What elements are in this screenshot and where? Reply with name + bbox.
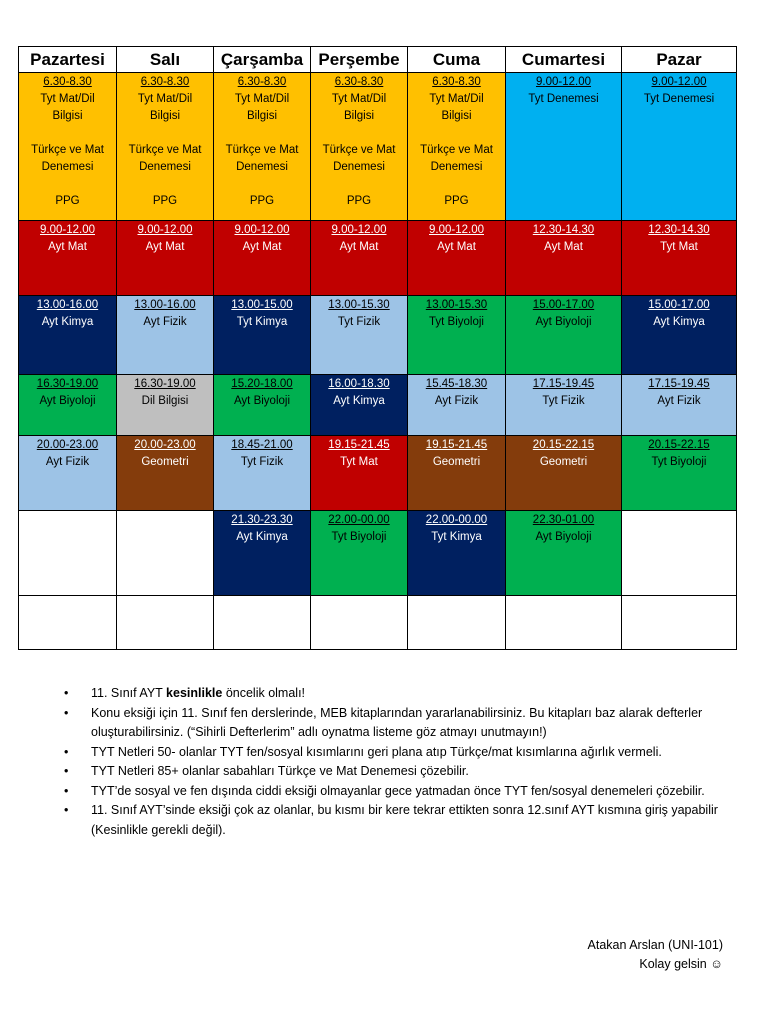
slot-time: 6.30-8.30 xyxy=(432,76,481,88)
schedule-cell xyxy=(214,511,311,596)
slot-time: 17.15-19.45 xyxy=(532,378,595,390)
slot-subject: Tyt Mat/Dil Bilgisi xyxy=(234,93,290,122)
schedule-cell xyxy=(622,596,737,650)
signature-block xyxy=(588,936,723,974)
slot-extra: Türkçe ve Mat Denemesi xyxy=(31,144,104,173)
note-text: 11. Sınıf AYT’sinde eksiği çok az olanlar, bu kısmı bir kere tekrar ettikten sonra 12.sınıf AYT kısmına giriş yapabilir (Kesinlikle gerekli değil). xyxy=(91,803,718,837)
slot-time: 9.00-12.00 xyxy=(536,76,591,88)
slot-time: 12.30-14.30 xyxy=(532,224,595,236)
slot-time: 12.30-14.30 xyxy=(648,224,710,236)
schedule-cell xyxy=(117,296,214,375)
slot-subject: Ayt Mat xyxy=(339,241,379,253)
slot-time: 15.00-17.00 xyxy=(532,299,595,311)
schedule-cell xyxy=(117,436,214,511)
slot-time: 6.30-8.30 xyxy=(43,76,92,88)
schedule-cell xyxy=(622,436,737,511)
slot-subject: Geometri xyxy=(539,456,588,468)
slot-subject: Ayt Kimya xyxy=(333,395,385,407)
slot-subject: Ayt Mat xyxy=(242,241,282,253)
slot-time: 9.00-12.00 xyxy=(234,224,290,236)
slot-subject: Tyt Mat xyxy=(660,241,698,253)
bullet-icon: • xyxy=(64,783,69,798)
schedule-cell xyxy=(214,73,311,221)
slot-time: 13.00-15.30 xyxy=(328,299,390,311)
slot-subject: Tyt Biyoloji xyxy=(651,456,707,468)
slot-subject: Ayt Biyoloji xyxy=(39,395,96,407)
slot-subject: Tyt Fizik xyxy=(337,316,381,328)
weekly-schedule-table xyxy=(18,46,737,650)
schedule-cell xyxy=(311,375,408,436)
schedule-row xyxy=(19,375,737,436)
schedule-cell xyxy=(117,375,214,436)
day-header-friday: Cuma xyxy=(408,47,506,73)
slot-time: 9.00-12.00 xyxy=(137,224,193,236)
schedule-cell xyxy=(408,296,506,375)
schedule-cell xyxy=(622,375,737,436)
slot-time: 21.30-23.30 xyxy=(231,514,293,526)
slot-subject: Ayt Biyoloji xyxy=(535,316,592,328)
schedule-cell xyxy=(214,436,311,511)
slot-subject: Tyt Denemesi xyxy=(528,93,599,105)
slot-subject: Ayt Biyoloji xyxy=(535,531,592,543)
schedule-cell xyxy=(117,511,214,596)
slot-time: 20.00-23.00 xyxy=(36,439,99,451)
slot-subject: Geometri xyxy=(432,456,481,468)
slot-time: 22.00-00.00 xyxy=(328,514,390,526)
schedule-cell xyxy=(506,296,622,375)
schedule-cell xyxy=(214,375,311,436)
slot-subject: Tyt Mat/Dil Bilgisi xyxy=(429,93,484,122)
slot-time: 15.45-18.30 xyxy=(425,378,488,390)
schedule-cell xyxy=(214,221,311,296)
schedule-cell xyxy=(622,296,737,375)
bullet-icon: • xyxy=(64,686,69,700)
day-header-wednesday: Çarşamba xyxy=(214,47,311,73)
schedule-cell xyxy=(622,221,737,296)
slot-subject: Ayt Fizik xyxy=(143,316,187,328)
slot-subject: Tyt Fizik xyxy=(240,456,284,468)
schedule-cell xyxy=(19,436,117,511)
slot-time: 22.30-01.00 xyxy=(532,514,595,526)
note-item xyxy=(64,684,724,704)
slot-time: 20.15-22.15 xyxy=(532,439,595,451)
slot-subject: Ayt Kimya xyxy=(41,316,94,328)
note-item xyxy=(64,762,724,782)
note-text: TYT’de sosyal ve fen dışında ciddi eksiği olmayanlar gece yatmadan önce TYT fen/sosyal denemeleri çözebilir. xyxy=(91,783,705,798)
slot-extra: Türkçe ve Mat Denemesi xyxy=(322,144,396,173)
schedule-cell xyxy=(408,511,506,596)
slot-time: 6.30-8.30 xyxy=(237,76,287,88)
schedule-cell xyxy=(117,221,214,296)
note-emphasis: kesinlikle xyxy=(166,686,223,700)
slot-subject: Tyt Mat/Dil Bilgisi xyxy=(331,93,387,122)
slot-subject: Ayt Mat xyxy=(145,241,185,253)
schedule-cell xyxy=(622,511,737,596)
slot-subject: Ayt Biyoloji xyxy=(233,395,291,407)
slot-subject: Tyt Kimya xyxy=(236,316,288,328)
slot-subject: Tyt Fizik xyxy=(542,395,585,407)
schedule-cell xyxy=(408,73,506,221)
slot-subject: Tyt Biyoloji xyxy=(429,316,484,328)
slot-time: 9.00-12.00 xyxy=(40,224,95,236)
schedule-cell xyxy=(311,73,408,221)
slot-time: 22.00-00.00 xyxy=(425,514,488,526)
slot-time: 13.00-16.00 xyxy=(36,299,99,311)
schedule-cell xyxy=(408,375,506,436)
slot-subject: Ayt Mat xyxy=(437,241,476,253)
slot-subject: Tyt Kimya xyxy=(431,531,482,543)
schedule-cell xyxy=(506,221,622,296)
slot-subject: Geometri xyxy=(141,456,189,468)
schedule-cell xyxy=(311,221,408,296)
slot-time: 16.30-19.00 xyxy=(134,378,196,390)
slot-time: 9.00-12.00 xyxy=(331,224,387,236)
slot-extra2: PPG xyxy=(55,195,80,207)
slot-time: 20.00-23.00 xyxy=(134,439,196,451)
schedule-cell xyxy=(19,511,117,596)
schedule-cell xyxy=(506,73,622,221)
note-item xyxy=(64,801,724,840)
note-item xyxy=(64,782,724,802)
schedule-cell xyxy=(19,296,117,375)
schedule-row xyxy=(19,221,737,296)
farewell-text: Kolay gelsin ☺ xyxy=(639,957,723,971)
bullet-icon: • xyxy=(64,705,69,720)
schedule-cell xyxy=(19,73,117,221)
slot-time: 17.15-19.45 xyxy=(648,378,710,390)
schedule-cell xyxy=(19,221,117,296)
schedule-cell xyxy=(117,596,214,650)
slot-time: 18.45-21.00 xyxy=(231,439,293,451)
slot-subject: Dil Bilgisi xyxy=(141,395,189,407)
note-text: 11. Sınıf AYT xyxy=(91,686,167,700)
schedule-cell xyxy=(311,596,408,650)
day-header-monday: Pazartesi xyxy=(19,47,117,73)
note-text: Konu eksiği için 11. Sınıf fen derslerinde, MEB kitaplarından yararlanabilirsiniz. Bu kitapları baz alarak defterler oluşturabilirsiniz. (“Sihirli Defterlerim” adlı oynatma listeme göz atmayı unutmayın!) xyxy=(91,705,703,739)
slot-time: 13.00-15.00 xyxy=(231,299,293,311)
slot-time: 13.00-16.00 xyxy=(134,299,196,311)
schedule-cell xyxy=(506,596,622,650)
schedule-body xyxy=(19,73,737,650)
schedule-cell xyxy=(506,511,622,596)
slot-time: 13.00-15.30 xyxy=(425,299,488,311)
slot-time: 6.30-8.30 xyxy=(334,76,384,88)
schedule-cell xyxy=(506,375,622,436)
slot-subject: Tyt Mat/Dil Bilgisi xyxy=(137,93,193,122)
slot-extra: Türkçe ve Mat Denemesi xyxy=(420,144,493,173)
schedule-cell xyxy=(19,375,117,436)
note-text: TYT Netleri 85+ olanlar sabahları Türkçe ve Mat Denemesi çözebilir. xyxy=(91,764,469,778)
slot-subject: Tyt Biyoloji xyxy=(331,531,387,543)
slot-time: 9.00-12.00 xyxy=(651,76,707,88)
slot-time: 6.30-8.30 xyxy=(140,76,190,88)
slot-subject: Tyt Denemesi xyxy=(643,93,715,105)
note-item xyxy=(64,743,724,763)
slot-time: 19.15-21.45 xyxy=(425,439,488,451)
schedule-cell xyxy=(311,511,408,596)
note-text-end: öncelik olmalı! xyxy=(222,686,306,700)
day-header-thursday: Perşembe xyxy=(311,47,408,73)
bullet-icon: • xyxy=(64,764,69,778)
slot-time: 19.15-21.45 xyxy=(328,439,390,451)
slot-extra2: PPG xyxy=(346,195,372,207)
day-header-tuesday: Salı xyxy=(117,47,214,73)
slot-time: 16.00-18.30 xyxy=(328,378,390,390)
note-item xyxy=(64,704,724,743)
slot-subject: Ayt Fizik xyxy=(45,456,90,468)
slot-extra2: PPG xyxy=(152,195,178,207)
schedule-cell xyxy=(311,436,408,511)
schedule-row xyxy=(19,596,737,650)
slot-extra: Türkçe ve Mat Denemesi xyxy=(225,144,299,173)
schedule-cell xyxy=(311,296,408,375)
schedule-cell xyxy=(622,73,737,221)
bullet-icon: • xyxy=(64,803,69,817)
schedule-cell xyxy=(117,73,214,221)
slot-subject: Ayt Mat xyxy=(48,241,87,253)
slot-subject: Ayt Fizik xyxy=(434,395,479,407)
schedule-cell xyxy=(214,596,311,650)
slot-time: 9.00-12.00 xyxy=(429,224,484,236)
slot-subject: Ayt Kimya xyxy=(236,531,288,543)
slot-time: 16.30-19.00 xyxy=(36,378,99,390)
bullet-icon: • xyxy=(64,744,69,759)
schedule-cell xyxy=(19,596,117,650)
slot-subject: Ayt Fizik xyxy=(657,395,701,407)
schedule-cell xyxy=(408,436,506,511)
schedule-row xyxy=(19,436,737,511)
slot-extra2: PPG xyxy=(444,195,469,207)
day-header-row xyxy=(19,47,737,73)
slot-subject: Tyt Mat/Dil Bilgisi xyxy=(40,93,95,122)
slot-extra2: PPG xyxy=(249,195,275,207)
notes-list xyxy=(64,684,724,840)
author-name: Atakan Arslan (UNI-101) xyxy=(587,938,723,952)
schedule-cell xyxy=(506,436,622,511)
slot-subject: Ayt Kimya xyxy=(653,316,705,328)
schedule-row xyxy=(19,296,737,375)
schedule-cell xyxy=(214,296,311,375)
schedule-cell xyxy=(408,221,506,296)
day-header-saturday: Cumartesi xyxy=(506,47,622,73)
slot-subject: Ayt Mat xyxy=(544,241,583,253)
slot-time: 15.20-18.00 xyxy=(231,378,293,390)
slot-time: 20.15-22.15 xyxy=(648,439,710,451)
slot-extra: Türkçe ve Mat Denemesi xyxy=(128,144,202,173)
note-text: TYT Netleri 50- olanlar TYT fen/sosyal kısımlarını geri plana atıp Türkçe/mat kısımlarına ağırlık vermeli. xyxy=(91,744,662,759)
schedule-row xyxy=(19,511,737,596)
slot-subject: Tyt Mat xyxy=(340,456,378,468)
schedule-row xyxy=(19,73,737,221)
slot-time: 15.00-17.00 xyxy=(648,299,710,311)
schedule-cell xyxy=(408,596,506,650)
day-header-sunday: Pazar xyxy=(622,47,737,73)
